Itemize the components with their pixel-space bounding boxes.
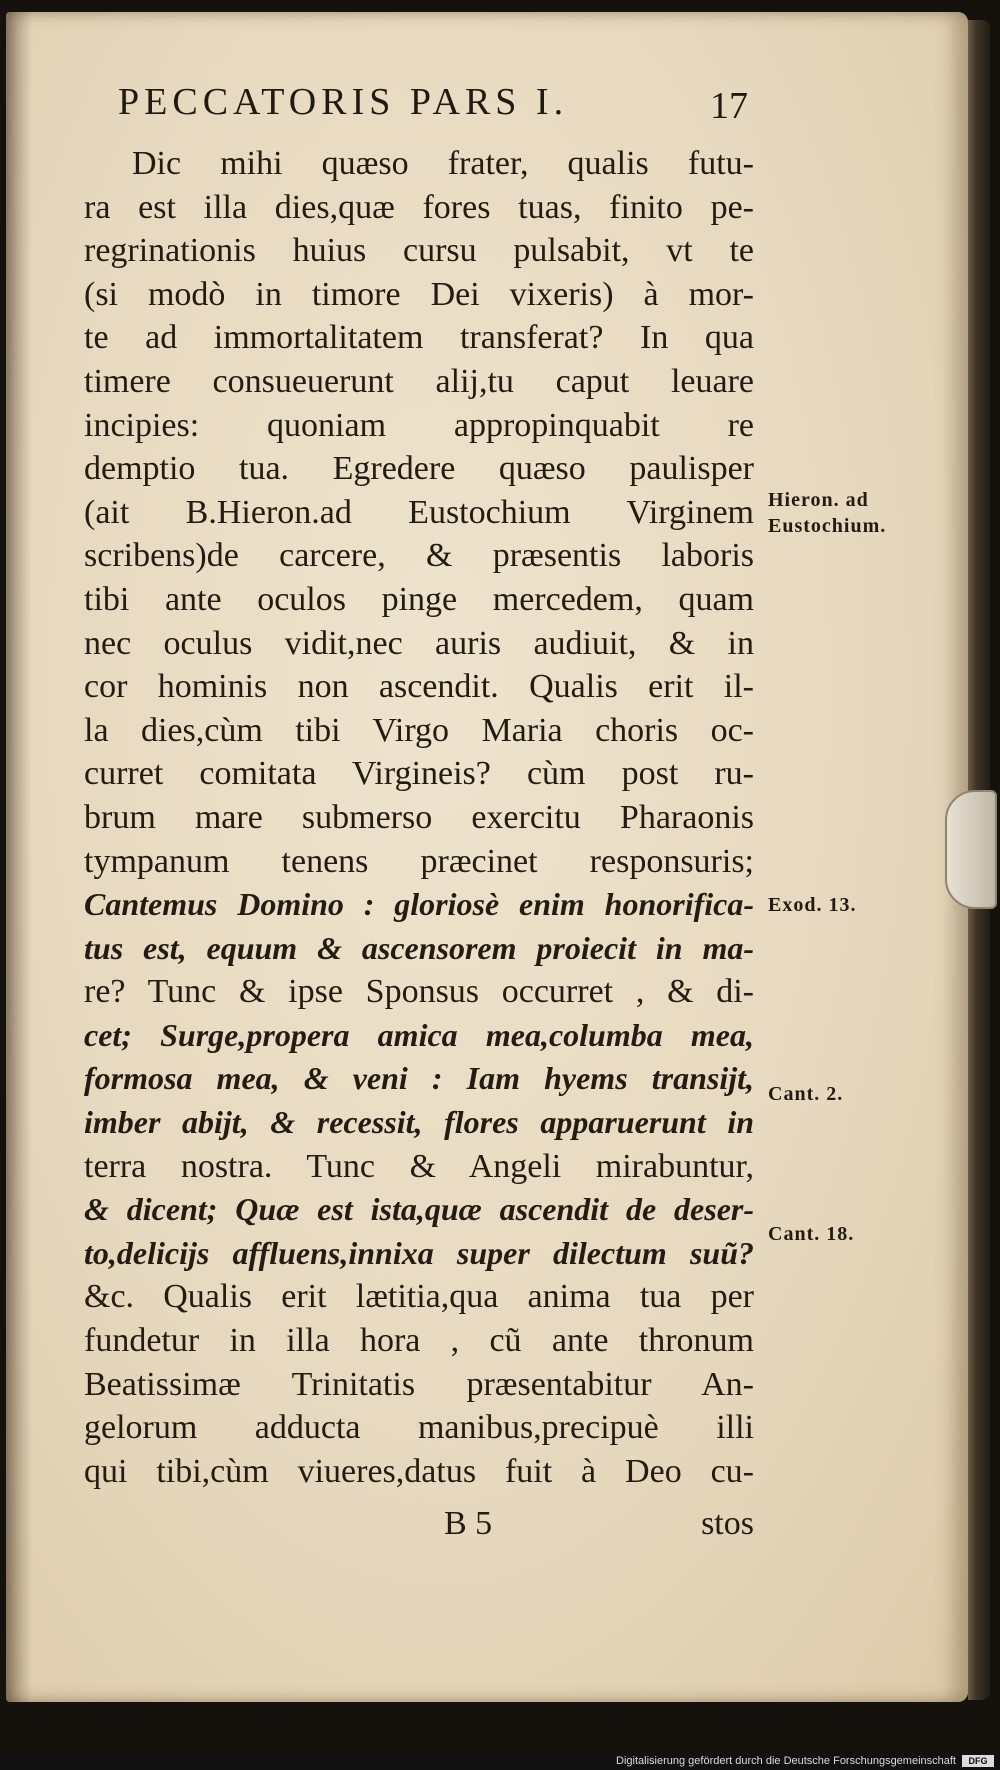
text-line: re? Tunc & ipse Sponsus occurret , & di-	[84, 973, 754, 1011]
funding-note: Digitalisierung gefördert durch die Deutsche Forschungsgemeinschaft	[616, 1755, 956, 1767]
running-title: PECCATORIS PARS I.	[118, 81, 569, 123]
text-line: regrinationis huius cursu pulsabit, vt te	[84, 232, 754, 270]
text-line: scribens)de carcere, & præsentis laboris	[84, 537, 754, 575]
text-line: (si modò in timore Dei vixeris) à mor-	[84, 275, 754, 313]
gutter-shadow	[6, 12, 32, 1702]
marginal-note-cant18: Cant. 18.	[768, 1223, 855, 1245]
text-line-italic: & dicent; Quæ est ista,quæ ascendit de deser-	[84, 1191, 754, 1228]
page-clip	[945, 790, 997, 909]
marginal-note-hieron: Hieron. ad	[768, 489, 869, 511]
text-line: cor hominis non ascendit. Qualis erit il-	[84, 668, 754, 706]
text-line: &c. Qualis erit lætitia,qua anima tua per	[84, 1278, 754, 1316]
digitization-footer	[0, 1752, 1000, 1770]
text-line: ra est illa dies,quæ fores tuas, finito pe-	[84, 188, 754, 226]
text-line: curret comitata Virgineis? cùm post ru-	[84, 755, 754, 793]
signature-mark: B 5	[444, 1505, 493, 1542]
text-line-italic: to,delicijs affluens,innixa super dilectum suũ?	[84, 1234, 754, 1271]
text-line: nec oculus vidit,nec auris audiuit, & in	[84, 624, 754, 662]
text-line-italic: tus est, equum & ascensorem proiecit in ma-	[84, 929, 754, 966]
marginal-note-cant2: Cant. 2.	[768, 1083, 844, 1105]
text-line: terra nostra. Tunc & Angeli mirabuntur,	[84, 1147, 754, 1185]
marginal-note-exod: Exod. 13.	[768, 894, 857, 916]
text-line-italic: Cantemus Domino : gloriosè enim honorifica-	[84, 886, 754, 923]
text-line: gelorum adducta manibus,precipuè illi	[84, 1409, 754, 1447]
marginal-note-eustochium: Eustochium.	[768, 515, 887, 537]
text-line: la dies,cùm tibi Virgo Maria choris oc-	[84, 711, 754, 749]
text-line: timere consueuerunt alij,tu caput leuare	[84, 362, 754, 400]
text-line: fundetur in illa hora , cũ ante thronum	[84, 1322, 754, 1360]
page-number: 17	[710, 85, 748, 127]
dfg-logo: DFG	[962, 1755, 994, 1767]
text-line: Beatissimæ Trinitatis præsentabitur An-	[84, 1365, 754, 1403]
text-line-italic: formosa mea, & veni : Iam hyems transijt,	[84, 1060, 754, 1097]
text-line: incipies: quoniam appropinquabit re	[84, 406, 754, 444]
text-line: demptio tua. Egredere quæso paulisper	[84, 450, 754, 488]
text-line: te ad immortalitatem transferat? In qua	[84, 319, 754, 357]
text-line-italic: cet; Surge,propera amica mea,columba mea,	[84, 1016, 754, 1053]
text-line: tibi ante oculos pinge mercedem, quam	[84, 580, 754, 618]
text-line: tympanum tenens præcinet responsuris;	[84, 842, 754, 880]
text-line: (ait B.Hieron.ad Eustochium Virginem	[84, 493, 754, 531]
text-line: Dic mihi quæso frater, qualis futu-	[132, 145, 754, 182]
catchword: stos	[701, 1505, 754, 1542]
body-text	[84, 142, 754, 1493]
text-line: brum mare submerso exercitu Pharaonis	[84, 798, 754, 836]
text-line: qui tibi,cùm viueres,datus fuit à Deo cu-	[84, 1452, 754, 1490]
catchword-line	[84, 1505, 754, 1549]
text-line-italic: imber abijt, & recessit, flores apparuerunt in	[84, 1104, 754, 1141]
